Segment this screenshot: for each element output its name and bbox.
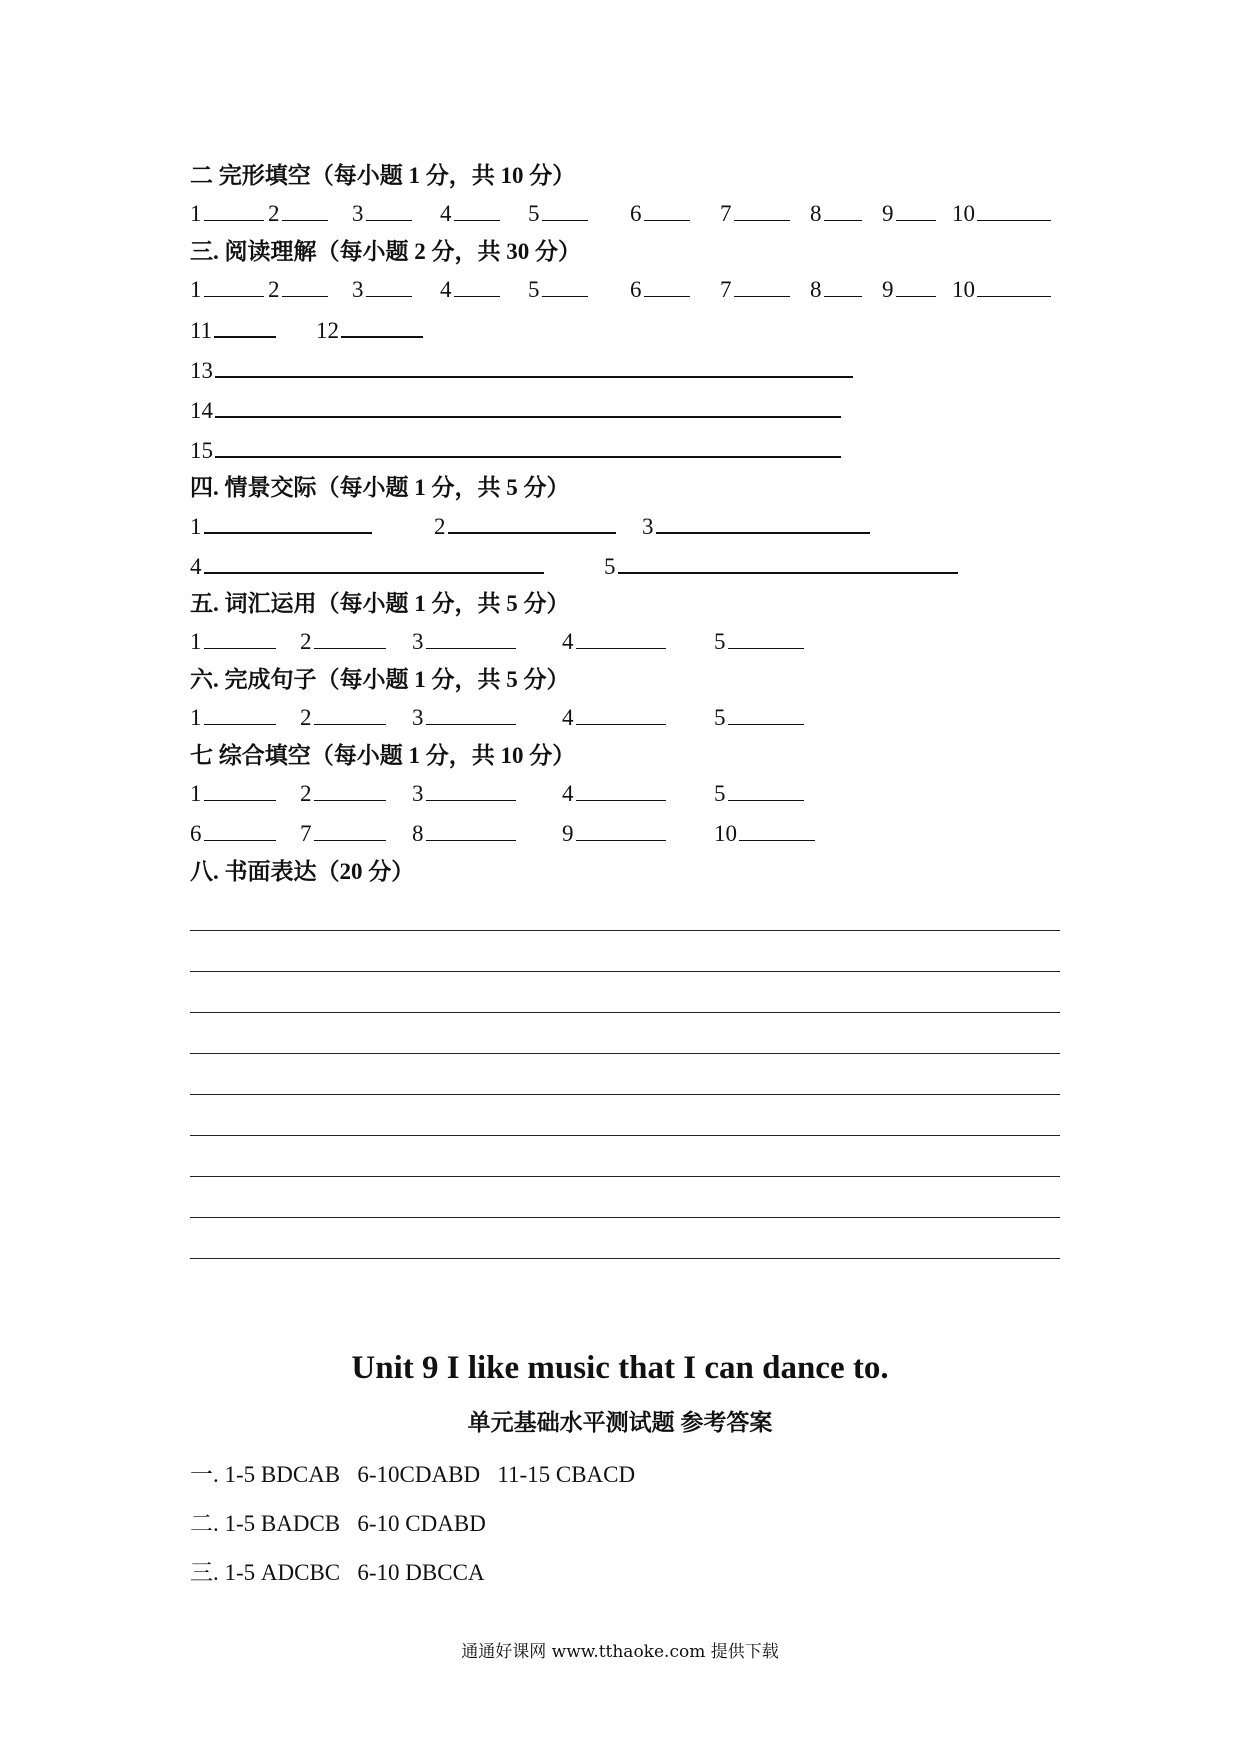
answer-key-title: Unit 9 I like music that I can dance to. xyxy=(351,1350,889,1386)
writing-line[interactable] xyxy=(190,890,1060,931)
answer-item xyxy=(300,698,386,737)
answer-blank[interactable] xyxy=(734,194,790,221)
item-number: 1 xyxy=(190,629,202,654)
answer-blank[interactable] xyxy=(204,506,372,534)
item-number: 5 xyxy=(528,277,540,302)
answer-item xyxy=(440,270,500,309)
item-number: 2 xyxy=(300,705,312,730)
answer-item xyxy=(190,390,841,430)
item-number: 2 xyxy=(300,781,312,806)
answer-blank[interactable] xyxy=(314,774,386,801)
answer-item xyxy=(440,194,500,233)
item-number: 3 xyxy=(642,514,654,539)
answer-row xyxy=(190,310,1060,350)
answer-blank[interactable] xyxy=(426,622,516,649)
item-number: 6 xyxy=(190,821,202,846)
item-number: 3 xyxy=(352,201,364,226)
answer-item xyxy=(190,430,841,470)
item-number: 7 xyxy=(720,201,732,226)
answer-blank[interactable] xyxy=(454,270,500,297)
answer-row xyxy=(190,390,1060,430)
item-number: 4 xyxy=(562,781,574,806)
answer-blank[interactable] xyxy=(644,270,690,297)
section-heading-writing: 八. 书面表达（20 分） xyxy=(190,859,415,884)
answer-item xyxy=(190,814,276,853)
section-heading-dialogue: 四. 情景交际（每小题 1 分，共 5 分） xyxy=(190,475,570,500)
writing-line[interactable] xyxy=(190,1095,1060,1136)
answer-blank[interactable] xyxy=(824,194,862,221)
writing-line[interactable] xyxy=(190,1177,1060,1218)
item-number: 4 xyxy=(440,201,452,226)
answer-blank[interactable] xyxy=(314,622,386,649)
answer-item xyxy=(190,310,276,350)
section-heading-vocabulary: 五. 词汇运用（每小题 1 分，共 5 分） xyxy=(190,591,570,616)
answer-row xyxy=(190,814,1060,854)
item-number: 4 xyxy=(190,554,202,579)
answer-item xyxy=(630,270,690,309)
answer-row xyxy=(190,350,1060,390)
answer-blank[interactable] xyxy=(576,622,666,649)
answer-blank[interactable] xyxy=(282,194,328,221)
item-number: 14 xyxy=(190,398,213,423)
answer-blank[interactable] xyxy=(366,194,412,221)
answer-blank[interactable] xyxy=(739,814,815,841)
answer-row xyxy=(190,546,1060,586)
answer-item xyxy=(562,622,666,661)
answer-blank[interactable] xyxy=(576,698,666,725)
item-number: 12 xyxy=(316,318,339,343)
item-number: 11 xyxy=(190,318,213,343)
answer-blank[interactable] xyxy=(341,310,423,338)
item-number: 7 xyxy=(300,821,312,846)
answer-item xyxy=(190,698,276,737)
answer-item xyxy=(300,774,386,813)
answer-row xyxy=(190,774,1060,814)
answer-blank[interactable] xyxy=(576,774,666,801)
answer-item xyxy=(952,194,1051,233)
answer-row xyxy=(190,698,1060,738)
answer-blank[interactable] xyxy=(204,814,276,841)
answer-item xyxy=(714,698,804,737)
item-number: 2 xyxy=(434,514,446,539)
answer-blank[interactable] xyxy=(824,270,862,297)
answer-blank[interactable] xyxy=(366,270,412,297)
answer-key-subtitle: 单元基础水平测试题 参考答案 xyxy=(467,1410,773,1435)
item-number: 9 xyxy=(562,821,574,846)
answer-blank[interactable] xyxy=(542,194,588,221)
answer-item xyxy=(810,270,862,309)
item-number: 1 xyxy=(190,705,202,730)
writing-line[interactable] xyxy=(190,1013,1060,1054)
answer-blank[interactable] xyxy=(728,622,804,649)
item-number: 1 xyxy=(190,514,202,539)
answer-row xyxy=(190,506,1060,546)
answer-item xyxy=(630,194,690,233)
answer-blank[interactable] xyxy=(426,774,516,801)
answer-item xyxy=(882,270,936,309)
section-heading-comprehensive: 七 综合填空（每小题 1 分，共 10 分） xyxy=(190,743,576,768)
item-number: 8 xyxy=(810,277,822,302)
answer-item xyxy=(316,310,423,350)
answer-blank[interactable] xyxy=(314,814,386,841)
item-number: 3 xyxy=(412,781,424,806)
answer-sheet-body xyxy=(190,158,1060,1259)
section-heading-reading: 三. 阅读理解（每小题 2 分，共 30 分） xyxy=(190,239,581,264)
writing-line[interactable] xyxy=(190,931,1060,972)
writing-line[interactable] xyxy=(190,1218,1060,1259)
answer-blank[interactable] xyxy=(426,698,516,725)
page-footer: 通通好课网 www.tthaoke.com 提供下载 xyxy=(461,1642,779,1662)
answer-blank[interactable] xyxy=(214,310,276,338)
answer-item xyxy=(412,622,516,661)
answer-item xyxy=(528,270,588,309)
answer-blank[interactable] xyxy=(204,774,276,801)
item-number: 5 xyxy=(714,629,726,654)
answer-item xyxy=(268,270,328,309)
item-number: 2 xyxy=(268,201,280,226)
item-number: 8 xyxy=(412,821,424,846)
item-number: 9 xyxy=(882,277,894,302)
section-heading-sentences: 六. 完成句子（每小题 1 分，共 5 分） xyxy=(190,667,570,692)
answer-item xyxy=(268,194,328,233)
item-number: 4 xyxy=(440,277,452,302)
answer-item xyxy=(190,506,372,546)
answer-key-line: 二. 1-5 BADCB 6-10 CDABD xyxy=(190,1511,486,1536)
item-number: 2 xyxy=(300,629,312,654)
answer-blank[interactable] xyxy=(977,270,1051,297)
answer-blank[interactable] xyxy=(204,698,276,725)
item-number: 3 xyxy=(412,629,424,654)
answer-item xyxy=(720,194,790,233)
item-number: 10 xyxy=(952,277,975,302)
answer-row xyxy=(190,622,1060,662)
answer-blank[interactable] xyxy=(204,546,544,574)
answer-item xyxy=(882,194,936,233)
writing-line[interactable] xyxy=(190,972,1060,1013)
item-number: 1 xyxy=(190,201,202,226)
writing-line[interactable] xyxy=(190,1054,1060,1095)
answer-blank[interactable] xyxy=(656,506,870,534)
answer-item xyxy=(190,774,276,813)
answer-item xyxy=(714,814,815,853)
item-number: 9 xyxy=(882,201,894,226)
answer-item xyxy=(952,270,1051,309)
answer-key-line: 一. 1-5 BDCAB 6-10CDABD 11-15 CBACD xyxy=(190,1462,636,1487)
answer-blank[interactable] xyxy=(728,698,804,725)
answer-row xyxy=(190,270,1060,310)
answer-item xyxy=(190,546,544,586)
item-number: 3 xyxy=(412,705,424,730)
item-number: 1 xyxy=(190,277,202,302)
answer-item xyxy=(562,774,666,813)
answer-item xyxy=(300,814,386,853)
answer-item xyxy=(434,506,616,546)
answer-blank[interactable] xyxy=(576,814,666,841)
answer-item xyxy=(412,774,516,813)
item-number: 15 xyxy=(190,438,213,463)
answer-row xyxy=(190,430,1060,470)
item-number: 4 xyxy=(562,629,574,654)
answer-blank[interactable] xyxy=(215,430,841,458)
item-number: 3 xyxy=(352,277,364,302)
answer-blank[interactable] xyxy=(644,194,690,221)
item-number: 13 xyxy=(190,358,213,383)
item-number: 1 xyxy=(190,781,202,806)
answer-item xyxy=(714,622,804,661)
item-number: 10 xyxy=(714,821,737,846)
answer-blank[interactable] xyxy=(314,698,386,725)
item-number: 8 xyxy=(810,201,822,226)
item-number: 5 xyxy=(714,705,726,730)
answer-blank[interactable] xyxy=(618,546,958,574)
answer-item xyxy=(190,622,276,661)
answer-item xyxy=(562,698,666,737)
answer-item xyxy=(190,270,264,309)
answer-item xyxy=(720,270,790,309)
answer-item xyxy=(714,774,804,813)
item-number: 5 xyxy=(714,781,726,806)
item-number: 10 xyxy=(952,201,975,226)
answer-item xyxy=(352,194,412,233)
answer-item xyxy=(412,698,516,737)
answer-key-line: 三. 1-5 ADCBC 6-10 DBCCA xyxy=(190,1560,485,1585)
item-number: 2 xyxy=(268,277,280,302)
item-number: 6 xyxy=(630,201,642,226)
answer-item xyxy=(528,194,588,233)
answer-blank[interactable] xyxy=(542,270,588,297)
answer-blank[interactable] xyxy=(204,622,276,649)
answer-blank[interactable] xyxy=(215,390,841,418)
answer-blank[interactable] xyxy=(204,194,264,221)
answer-item xyxy=(412,814,516,853)
answer-blank[interactable] xyxy=(896,194,936,221)
answer-blank[interactable] xyxy=(454,194,500,221)
answer-blank[interactable] xyxy=(282,270,328,297)
answer-blank[interactable] xyxy=(204,270,264,297)
answer-blank[interactable] xyxy=(896,270,936,297)
answer-blank[interactable] xyxy=(448,506,616,534)
answer-item xyxy=(642,506,870,546)
writing-line[interactable] xyxy=(190,1136,1060,1177)
answer-blank[interactable] xyxy=(977,194,1051,221)
item-number: 5 xyxy=(604,554,616,579)
answer-blank[interactable] xyxy=(728,774,804,801)
section-heading-cloze: 二 完形填空（每小题 1 分，共 10 分） xyxy=(190,163,576,188)
answer-item xyxy=(604,546,958,586)
answer-blank[interactable] xyxy=(215,350,853,378)
item-number: 5 xyxy=(528,201,540,226)
answer-row xyxy=(190,194,1060,234)
answer-blank[interactable] xyxy=(426,814,516,841)
answer-item xyxy=(562,814,666,853)
item-number: 6 xyxy=(630,277,642,302)
answer-item xyxy=(352,270,412,309)
item-number: 4 xyxy=(562,705,574,730)
answer-blank[interactable] xyxy=(734,270,790,297)
answer-item xyxy=(190,350,853,390)
item-number: 7 xyxy=(720,277,732,302)
answer-item xyxy=(190,194,264,233)
writing-area[interactable] xyxy=(190,890,1060,1259)
answer-item xyxy=(810,194,862,233)
answer-item xyxy=(300,622,386,661)
